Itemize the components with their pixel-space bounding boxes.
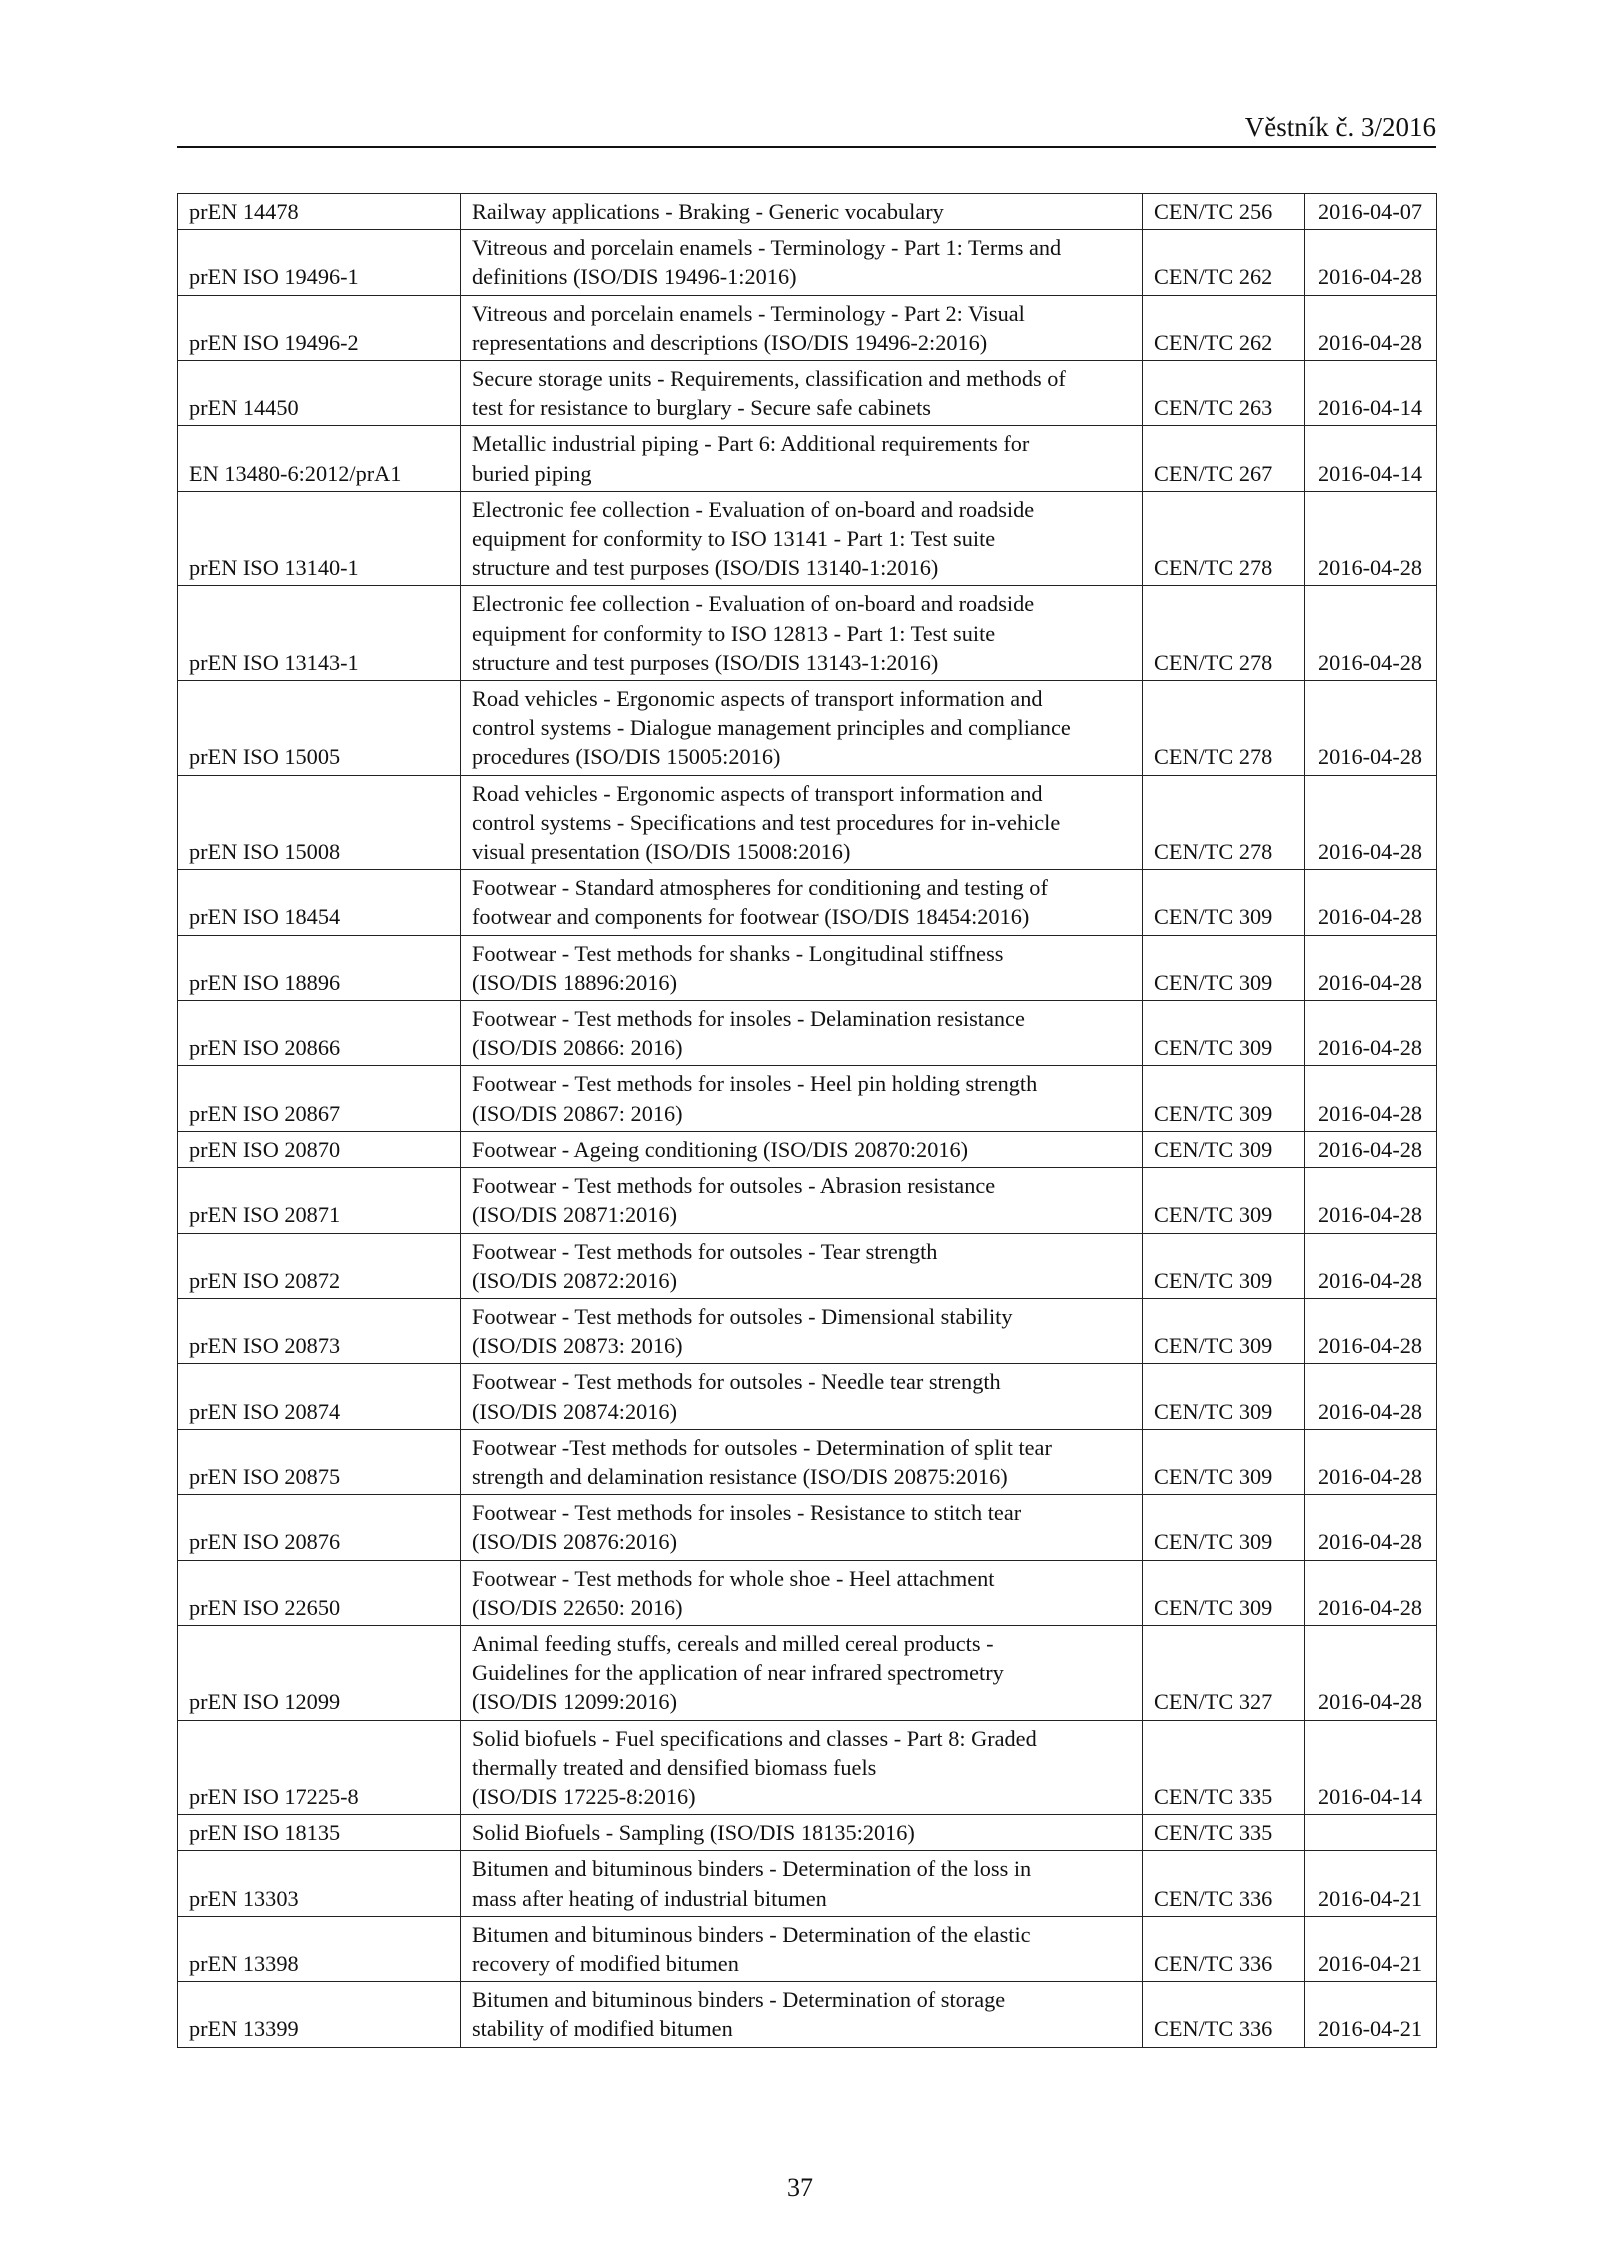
technical-committee-cell: CEN/TC 335 xyxy=(1143,1720,1305,1815)
deadline-date-cell: 2016-04-28 xyxy=(1305,1625,1437,1720)
technical-committee-cell: CEN/TC 336 xyxy=(1143,1916,1305,1981)
standard-title-cell: Footwear - Test methods for outsoles - Tear strength (ISO/DIS 20872:2016) xyxy=(461,1233,1143,1298)
technical-committee-cell: CEN/TC 309 xyxy=(1143,1429,1305,1494)
table-row xyxy=(178,1720,1437,1815)
standard-code-cell: prEN 13398 xyxy=(178,1916,461,1981)
standard-code-cell: prEN 13303 xyxy=(178,1851,461,1916)
deadline-date-cell: 2016-04-28 xyxy=(1305,1495,1437,1560)
standard-code-cell: prEN ISO 15005 xyxy=(178,681,461,776)
standard-title-cell: Vitreous and porcelain enamels - Terminology - Part 1: Terms and definitions (ISO/DIS 19496-1:2016) xyxy=(461,230,1143,295)
standards-table-body xyxy=(178,194,1437,2048)
standard-code-cell: EN 13480-6:2012/prA1 xyxy=(178,426,461,491)
deadline-date-cell: 2016-04-28 xyxy=(1305,295,1437,360)
deadline-date-cell: 2016-04-28 xyxy=(1305,1131,1437,1167)
standard-code-cell: prEN ISO 20867 xyxy=(178,1066,461,1131)
technical-committee-cell: CEN/TC 309 xyxy=(1143,1066,1305,1131)
deadline-date-cell: 2016-04-21 xyxy=(1305,1851,1437,1916)
deadline-date-cell: 2016-04-21 xyxy=(1305,1982,1437,2047)
standard-code-cell: prEN ISO 18135 xyxy=(178,1815,461,1851)
table-row xyxy=(178,1625,1437,1720)
standard-title-cell: Footwear - Standard atmospheres for conditioning and testing of footwear and components for footwear (ISO/DIS 18454:2016) xyxy=(461,870,1143,935)
technical-committee-cell: CEN/TC 309 xyxy=(1143,1364,1305,1429)
table-row xyxy=(178,1131,1437,1167)
table-row xyxy=(178,1916,1437,1981)
table-row xyxy=(178,1815,1437,1851)
table-row xyxy=(178,1429,1437,1494)
table-row xyxy=(178,1851,1437,1916)
table-row xyxy=(178,775,1437,870)
standard-title-cell: Animal feeding stuffs, cereals and milled cereal products - Guidelines for the application of near infrared spectrometry (ISO/DIS 12099:2016) xyxy=(461,1625,1143,1720)
standard-code-cell: prEN ISO 12099 xyxy=(178,1625,461,1720)
technical-committee-cell: CEN/TC 263 xyxy=(1143,361,1305,426)
standard-code-cell: prEN ISO 20874 xyxy=(178,1364,461,1429)
technical-committee-cell: CEN/TC 309 xyxy=(1143,1233,1305,1298)
standard-code-cell: prEN 14450 xyxy=(178,361,461,426)
standard-code-cell: prEN ISO 13140-1 xyxy=(178,491,461,586)
technical-committee-cell: CEN/TC 309 xyxy=(1143,1001,1305,1066)
table-row xyxy=(178,295,1437,360)
standard-code-cell: prEN ISO 22650 xyxy=(178,1560,461,1625)
standard-code-cell: prEN ISO 13143-1 xyxy=(178,586,461,681)
standard-title-cell: Footwear - Test methods for insoles - Delamination resistance (ISO/DIS 20866: 2016) xyxy=(461,1001,1143,1066)
deadline-date-cell: 2016-04-07 xyxy=(1305,194,1437,230)
standard-title-cell: Bitumen and bituminous binders - Determination of the elastic recovery of modified bitumen xyxy=(461,1916,1143,1981)
technical-committee-cell: CEN/TC 336 xyxy=(1143,1851,1305,1916)
table-row xyxy=(178,1066,1437,1131)
table-row xyxy=(178,1364,1437,1429)
technical-committee-cell: CEN/TC 267 xyxy=(1143,426,1305,491)
technical-committee-cell: CEN/TC 336 xyxy=(1143,1982,1305,2047)
technical-committee-cell: CEN/TC 278 xyxy=(1143,775,1305,870)
table-row xyxy=(178,194,1437,230)
deadline-date-cell: 2016-04-28 xyxy=(1305,1298,1437,1363)
technical-committee-cell: CEN/TC 327 xyxy=(1143,1625,1305,1720)
standard-code-cell: prEN ISO 20876 xyxy=(178,1495,461,1560)
standard-title-cell: Vitreous and porcelain enamels - Terminology - Part 2: Visual representations and descriptions (ISO/DIS 19496-2:2016) xyxy=(461,295,1143,360)
standard-code-cell: prEN ISO 18454 xyxy=(178,870,461,935)
deadline-date-cell: 2016-04-28 xyxy=(1305,1233,1437,1298)
standard-title-cell: Solid Biofuels - Sampling (ISO/DIS 18135:2016) xyxy=(461,1815,1143,1851)
table-row xyxy=(178,1560,1437,1625)
technical-committee-cell: CEN/TC 309 xyxy=(1143,870,1305,935)
deadline-date-cell: 2016-04-28 xyxy=(1305,1001,1437,1066)
table-row xyxy=(178,1298,1437,1363)
deadline-date-cell: 2016-04-14 xyxy=(1305,361,1437,426)
technical-committee-cell: CEN/TC 278 xyxy=(1143,491,1305,586)
standard-title-cell: Road vehicles - Ergonomic aspects of transport information and control systems - Specifications and test procedures for in-vehicle visual presentation (ISO/DIS 15008:2016) xyxy=(461,775,1143,870)
deadline-date-cell: 2016-04-28 xyxy=(1305,935,1437,1000)
standard-code-cell: prEN ISO 15008 xyxy=(178,775,461,870)
table-row xyxy=(178,681,1437,776)
table-row xyxy=(178,586,1437,681)
standard-title-cell: Metallic industrial piping - Part 6: Additional requirements for buried piping xyxy=(461,426,1143,491)
technical-committee-cell: CEN/TC 309 xyxy=(1143,935,1305,1000)
table-row xyxy=(178,935,1437,1000)
standard-title-cell: Footwear - Test methods for insoles - Heel pin holding strength (ISO/DIS 20867: 2016) xyxy=(461,1066,1143,1131)
standard-title-cell: Footwear - Test methods for shanks - Longitudinal stiffness (ISO/DIS 18896:2016) xyxy=(461,935,1143,1000)
standard-code-cell: prEN ISO 20871 xyxy=(178,1168,461,1233)
standard-code-cell: prEN ISO 20870 xyxy=(178,1131,461,1167)
header-divider xyxy=(177,146,1436,148)
deadline-date-cell: 2016-04-28 xyxy=(1305,775,1437,870)
standard-code-cell: prEN ISO 20873 xyxy=(178,1298,461,1363)
technical-committee-cell: CEN/TC 309 xyxy=(1143,1168,1305,1233)
standard-title-cell: Bitumen and bituminous binders - Determination of the loss in mass after heating of industrial bitumen xyxy=(461,1851,1143,1916)
standard-code-cell: prEN 13399 xyxy=(178,1982,461,2047)
table-row xyxy=(178,426,1437,491)
table-row xyxy=(178,870,1437,935)
deadline-date-cell: 2016-04-28 xyxy=(1305,1560,1437,1625)
standard-code-cell: prEN ISO 20875 xyxy=(178,1429,461,1494)
table-row xyxy=(178,361,1437,426)
deadline-date-cell xyxy=(1305,1815,1437,1851)
standard-title-cell: Footwear - Ageing conditioning (ISO/DIS 20870:2016) xyxy=(461,1131,1143,1167)
technical-committee-cell: CEN/TC 278 xyxy=(1143,681,1305,776)
deadline-date-cell: 2016-04-28 xyxy=(1305,870,1437,935)
deadline-date-cell: 2016-04-28 xyxy=(1305,681,1437,776)
technical-committee-cell: CEN/TC 335 xyxy=(1143,1815,1305,1851)
deadline-date-cell: 2016-04-28 xyxy=(1305,1364,1437,1429)
deadline-date-cell: 2016-04-28 xyxy=(1305,1066,1437,1131)
standard-title-cell: Electronic fee collection - Evaluation of on-board and roadside equipment for conformity to ISO 12813 - Part 1: Test suite structure and test purposes (ISO/DIS 13143-1:2016) xyxy=(461,586,1143,681)
deadline-date-cell: 2016-04-28 xyxy=(1305,230,1437,295)
page-number: 37 xyxy=(787,2173,813,2202)
technical-committee-cell: CEN/TC 262 xyxy=(1143,295,1305,360)
standard-code-cell: prEN ISO 20866 xyxy=(178,1001,461,1066)
technical-committee-cell: CEN/TC 309 xyxy=(1143,1298,1305,1363)
technical-committee-cell: CEN/TC 309 xyxy=(1143,1560,1305,1625)
deadline-date-cell: 2016-04-28 xyxy=(1305,1429,1437,1494)
technical-committee-cell: CEN/TC 278 xyxy=(1143,586,1305,681)
deadline-date-cell: 2016-04-28 xyxy=(1305,586,1437,681)
table-row xyxy=(178,1168,1437,1233)
standard-title-cell: Railway applications - Braking - Generic vocabulary xyxy=(461,194,1143,230)
technical-committee-cell: CEN/TC 309 xyxy=(1143,1495,1305,1560)
standards-table xyxy=(177,193,1437,2048)
standard-code-cell: prEN ISO 17225-8 xyxy=(178,1720,461,1815)
standard-title-cell: Footwear - Test methods for outsoles - Abrasion resistance (ISO/DIS 20871:2016) xyxy=(461,1168,1143,1233)
table-row xyxy=(178,1495,1437,1560)
standard-code-cell: prEN ISO 19496-1 xyxy=(178,230,461,295)
standard-title-cell: Footwear - Test methods for outsoles - Dimensional stability (ISO/DIS 20873: 2016) xyxy=(461,1298,1143,1363)
deadline-date-cell: 2016-04-14 xyxy=(1305,1720,1437,1815)
standard-code-cell: prEN ISO 18896 xyxy=(178,935,461,1000)
standard-title-cell: Footwear -Test methods for outsoles - Determination of split tear strength and delamination resistance (ISO/DIS 20875:2016) xyxy=(461,1429,1143,1494)
table-row xyxy=(178,491,1437,586)
standard-title-cell: Solid biofuels - Fuel specifications and classes - Part 8: Graded thermally treated and densified biomass fuels (ISO/DIS 17225-8:2016) xyxy=(461,1720,1143,1815)
standard-code-cell: prEN ISO 20872 xyxy=(178,1233,461,1298)
standard-title-cell: Footwear - Test methods for outsoles - Needle tear strength (ISO/DIS 20874:2016) xyxy=(461,1364,1143,1429)
standard-code-cell: prEN 14478 xyxy=(178,194,461,230)
technical-committee-cell: CEN/TC 262 xyxy=(1143,230,1305,295)
deadline-date-cell: 2016-04-28 xyxy=(1305,1168,1437,1233)
standard-code-cell: prEN ISO 19496-2 xyxy=(178,295,461,360)
deadline-date-cell: 2016-04-21 xyxy=(1305,1916,1437,1981)
table-row xyxy=(178,1982,1437,2047)
technical-committee-cell: CEN/TC 256 xyxy=(1143,194,1305,230)
standard-title-cell: Footwear - Test methods for whole shoe - Heel attachment (ISO/DIS 22650: 2016) xyxy=(461,1560,1143,1625)
standard-title-cell: Electronic fee collection - Evaluation of on-board and roadside equipment for conformity to ISO 13141 - Part 1: Test suite structure and test purposes (ISO/DIS 13140-1:2016) xyxy=(461,491,1143,586)
deadline-date-cell: 2016-04-14 xyxy=(1305,426,1437,491)
technical-committee-cell: CEN/TC 309 xyxy=(1143,1131,1305,1167)
deadline-date-cell: 2016-04-28 xyxy=(1305,491,1437,586)
page-header-title: Věstník č. 3/2016 xyxy=(1244,112,1436,142)
table-row xyxy=(178,230,1437,295)
standard-title-cell: Road vehicles - Ergonomic aspects of transport information and control systems - Dialogue management principles and compliance procedures (ISO/DIS 15005:2016) xyxy=(461,681,1143,776)
table-row xyxy=(178,1233,1437,1298)
standard-title-cell: Bitumen and bituminous binders - Determination of storage stability of modified bitumen xyxy=(461,1982,1143,2047)
standard-title-cell: Footwear - Test methods for insoles - Resistance to stitch tear (ISO/DIS 20876:2016) xyxy=(461,1495,1143,1560)
table-row xyxy=(178,1001,1437,1066)
standard-title-cell: Secure storage units - Requirements, classification and methods of test for resistance to burglary - Secure safe cabinets xyxy=(461,361,1143,426)
